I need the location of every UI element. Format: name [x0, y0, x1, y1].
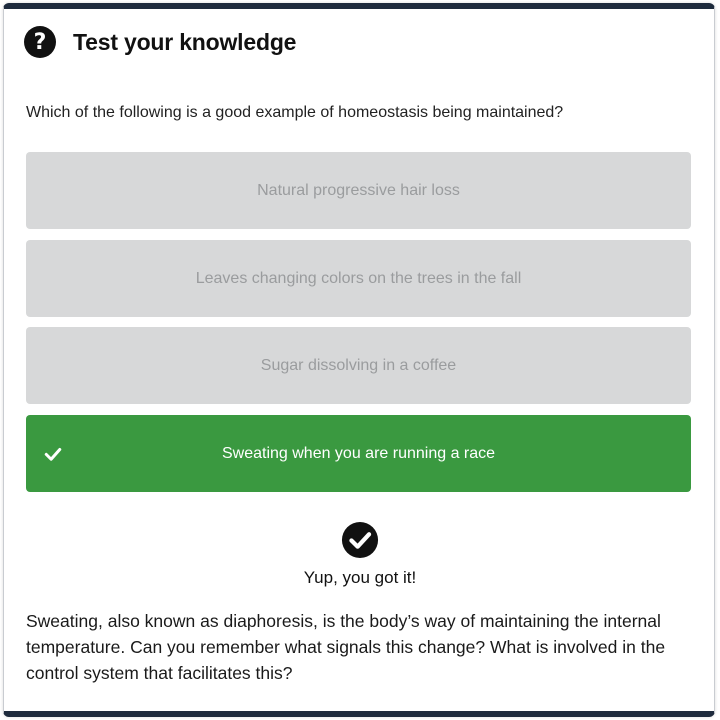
checkmark-icon	[44, 445, 62, 463]
quiz-question: Which of the following is a good example of homeostasis being maintained?	[26, 104, 564, 121]
answer-option[interactable]	[26, 327, 691, 404]
check-circle-icon	[341, 521, 379, 559]
answer-option-label: Sugar dissolving in a coffee	[260, 356, 457, 374]
answer-option-label: Leaves changing colors on the trees in the fall	[195, 269, 522, 287]
question-circle-icon: ?	[24, 26, 56, 58]
result-feedback	[4, 521, 716, 588]
result-message: Yup, you got it!	[303, 568, 417, 587]
quiz-header	[24, 26, 296, 58]
quiz-card	[3, 3, 715, 717]
answer-option[interactable]	[26, 240, 691, 317]
answer-option-correct[interactable]	[26, 415, 691, 492]
explanation-text: Sweating, also known as diaphoresis, is the body’s way of maintaining the internal temperature. Can you remember what signals this change? What is involved in the control system that facilitates this?	[26, 611, 666, 683]
answer-option-label: Sweating when you are running a race	[221, 444, 496, 462]
quiz-title: Test your knowledge	[73, 28, 297, 55]
answer-option[interactable]	[26, 152, 691, 229]
answer-option-label: Natural progressive hair loss	[257, 181, 460, 199]
